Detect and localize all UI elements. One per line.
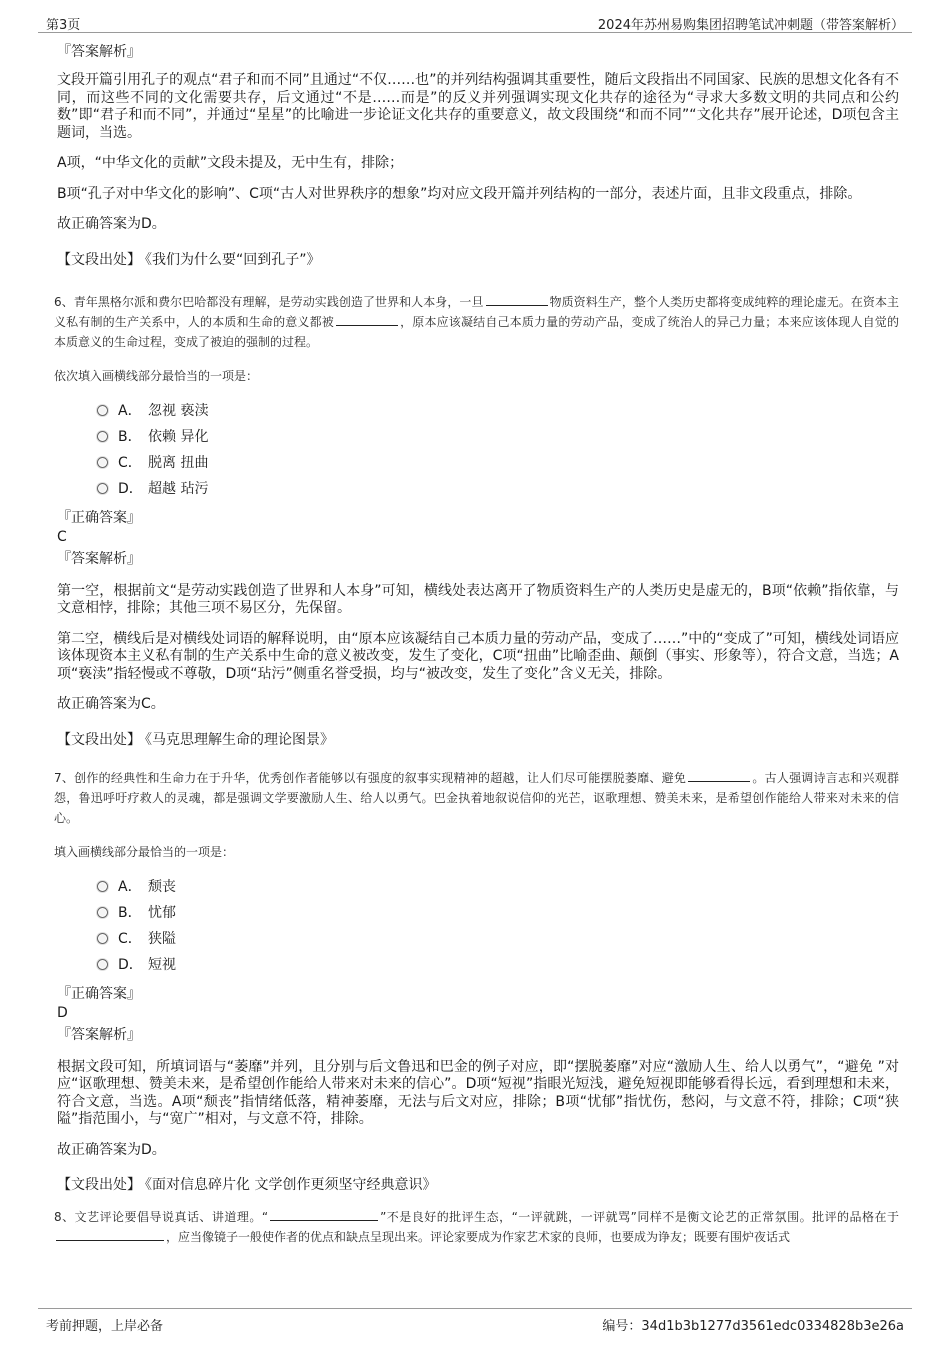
fill-blank	[486, 293, 548, 306]
code-value: 34d1b3b1277d3561edc0334828b3e26a	[641, 1319, 904, 1334]
radio-icon[interactable]	[97, 933, 108, 944]
stem-text: 6、青年黑格尔派和费尔巴哈都没有理解，是劳动实践创造了世界和人本身，一旦	[54, 294, 484, 309]
analysis-paragraph: 根据文段可知，所填词语与“萎靡”并列，且分别与后文鲁迅和巴金的例子对应，即“摆脱萎靡”对应“激励人生、给人以勇气”，“避免 ”对应“讴歌理想、赞美未来，是希望创作能给人带来对未来的信心”。D项“短视”指眼光短浅，避免短视即能够看得长远，看到理想和未来，符合文意，当选。A项“颓丧”指情绪低落，精神萎靡，无法与后文对应，排除；B项“忧郁”指忧伤，愁闷，与文意不符，排除；C项“狭隘”指范围小，与“宽广”相对，与文意不符，排除。	[57, 1058, 899, 1127]
option-a[interactable]	[97, 874, 899, 900]
fill-blank	[336, 313, 398, 326]
option-letter: A．	[118, 402, 142, 419]
stem-text: ，原本应该凝结自己本质力量的劳动产品，变成了统治人的异己力量；本来应该体现人自觉的本质意义的生命过程，变成了被迫的强制的过程。	[54, 314, 899, 349]
source-tag: 【文段出处】	[57, 1177, 141, 1193]
radio-icon[interactable]	[97, 431, 108, 442]
option-letter: D．	[118, 956, 143, 973]
stem-text: 7、创作的经典性和生命力在于升华，优秀创作者能够以有强度的叙事实现精神的超越，让人们尽可能摆脱萎靡、避免	[54, 770, 687, 785]
option-text: 颓丧	[148, 878, 176, 895]
source-tag: 【文段出处】	[57, 251, 141, 268]
source-line	[57, 1175, 899, 1195]
fill-blank	[56, 1228, 164, 1241]
option-c[interactable]	[97, 926, 899, 952]
option-d[interactable]	[97, 476, 899, 502]
stem-text: 。古人强调诗言志和兴观群怨，鲁迅呼吁疗救人的灵魂，都是强调文学要激励人生、给人以勇气。巴金执着地叙说信仰的光芒，讴歌理想、赞美未来，是希望创作能给人带来对未来的信心。	[54, 770, 899, 825]
page-header	[38, 10, 912, 33]
option-letter: B．	[118, 428, 142, 445]
conclusion: 故正确答案为C。	[57, 696, 165, 712]
source-line	[57, 730, 899, 750]
fill-blank	[688, 769, 750, 782]
stem-text: ，应当像镜子一般使作者的优点和缺点呈现出来。评论家要成为作家艺术家的良师，也要成为诤友；既要有围炉夜话式	[166, 1230, 791, 1244]
correct-answer-value: C	[57, 528, 67, 545]
option-letter: A．	[118, 878, 142, 895]
question-7-options	[97, 874, 899, 978]
conclusion: 故正确答案为D。	[57, 216, 166, 232]
stem-text: ”不是良好的批评生态，“一评就跳，一评就骂”同样不是衡文论艺的正常氛围。批评的品格在于	[380, 1210, 899, 1224]
question-8-stem	[54, 1207, 899, 1247]
option-letter: D．	[118, 480, 143, 497]
document-title: 2024年苏州易购集团招聘笔试冲刺题（带答案解析）	[597, 18, 904, 33]
stem-text: 物质资料生产，整个人类历史都将变成纯粹的理论虚无。在资本主义私有制的生产关系中，人的本质和生命的意义都被	[54, 294, 899, 329]
radio-icon[interactable]	[97, 405, 108, 416]
conclusion: 故正确答案为D。	[57, 1141, 166, 1158]
question-6-stem	[54, 292, 899, 352]
option-letter: C．	[118, 454, 142, 471]
option-letter: B．	[118, 904, 142, 921]
option-text: 脱离 扭曲	[148, 454, 209, 471]
source-title: 《面对信息碎片化 文学创作更须坚守经典意识》	[145, 1177, 437, 1193]
analysis-paragraph: 第一空，根据前文“是劳动实践创造了世界和人本身”可知，横线处表达离开了物质资料生产的人类历史是虚无的，B项“依赖”指依靠，与文意相悖，排除；其他三项不易区分，先保留。	[57, 582, 899, 616]
document-code	[602, 1315, 904, 1334]
radio-icon[interactable]	[97, 457, 108, 468]
option-text: 短视	[148, 956, 176, 973]
fill-blank	[270, 1208, 378, 1221]
question-7-instruction: 填入画横线部分最恰当的一项是：	[54, 844, 235, 859]
option-d[interactable]	[97, 952, 899, 978]
page-number: 第3页	[46, 18, 81, 33]
footer-slogan: 考前押题，上岸必备	[46, 1319, 164, 1334]
option-text: 狭隘	[148, 930, 176, 947]
question-6-instruction: 依次填入画横线部分最恰当的一项是：	[54, 368, 259, 383]
option-c[interactable]	[97, 450, 899, 476]
analysis-label: 『答案解析』	[57, 550, 141, 567]
analysis-paragraph: 第二空，横线后是对横线处词语的解释说明，由“原本应该凝结自己本质力量的劳动产品，变成了……”中的“变成了”可知，横线处词语应该体现资本主义私有制的生产关系中生命的意义被改变，发生了变化，C项“扭曲”比喻歪曲、颠倒（事实、形象等），符合文意，当选；A项“亵渎”指轻慢或不尊敬，D项“玷污”侧重名誉受损，均与“被改变，发生了变化”含义无关，排除。	[57, 630, 899, 682]
analysis-paragraph: 文段开篇引用孔子的观点“君子和而不同”且通过“不仅……也”的并列结构强调其重要性，随后文段指出不同国家、民族的思想文化各有不同，而这些不同的文化需要共存，后文通过“不是……而是”的反义并列强调实现文化共存的途径为“寻求大多数文明的共同点和公约数”即“君子和而不同”，并通过“星星”的比喻进一步论证文化共存的重要意义，故文段围绕“和而不同”“文化共存”展开论述，D项包含主题词，当选。	[57, 72, 899, 141]
analysis-paragraph: B项“孔子对中华文化的影响”、C项“古人对世界秩序的想象”均对应文段开篇并列结构的一部分，表述片面，且非文段重点，排除。	[57, 185, 862, 202]
stem-text: 8、文艺评论要倡导说真话、讲道理。“	[54, 1210, 269, 1224]
analysis-label: 『答案解析』	[57, 44, 141, 60]
radio-icon[interactable]	[97, 907, 108, 918]
option-text: 忽视 亵渎	[148, 402, 209, 419]
correct-answer-label: 『正确答案』	[57, 509, 141, 526]
correct-answer-label: 『正确答案』	[57, 985, 141, 1002]
option-letter: C．	[118, 930, 142, 947]
source-line	[57, 250, 899, 270]
option-b[interactable]	[97, 424, 899, 450]
code-label: 编号：	[602, 1319, 642, 1334]
source-tag: 【文段出处】	[57, 731, 141, 748]
analysis-paragraph: A项，“中华文化的贡献”文段未提及，无中生有，排除；	[57, 155, 404, 171]
question-7-stem	[54, 768, 899, 828]
question-6-options	[97, 398, 899, 502]
option-text: 超越 玷污	[148, 480, 209, 497]
option-text: 依赖 异化	[148, 428, 209, 445]
page-footer	[38, 1308, 912, 1335]
page-content	[54, 42, 899, 1247]
option-b[interactable]	[97, 900, 899, 926]
analysis-label: 『答案解析』	[57, 1026, 141, 1043]
source-title: 《马克思理解生命的理论图景》	[145, 731, 334, 748]
option-a[interactable]	[97, 398, 899, 424]
correct-answer-value: D	[57, 1004, 68, 1021]
radio-icon[interactable]	[97, 959, 108, 970]
option-text: 忧郁	[148, 904, 176, 921]
source-title: 《我们为什么要“回到孔子”》	[145, 251, 321, 268]
radio-icon[interactable]	[97, 881, 108, 892]
radio-icon[interactable]	[97, 483, 108, 494]
